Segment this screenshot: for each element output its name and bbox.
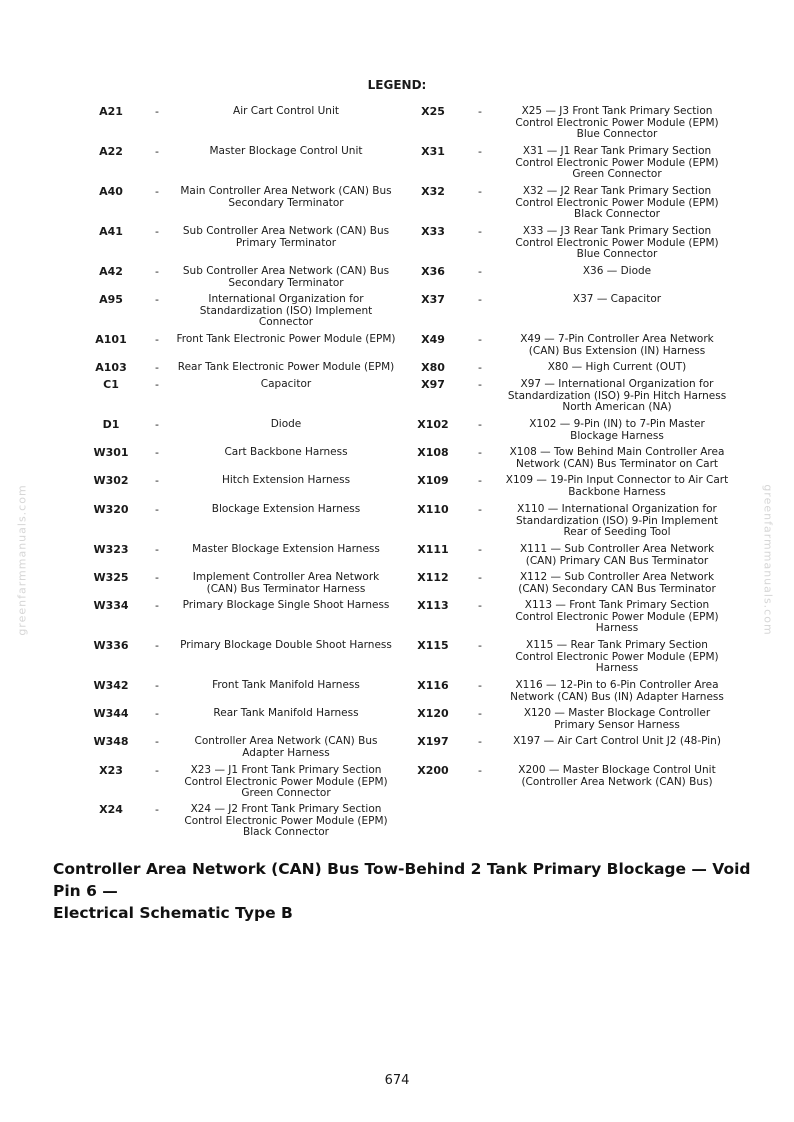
legend-row xyxy=(80,447,400,459)
legend-row xyxy=(80,186,400,209)
legend-code: X37 xyxy=(421,293,445,306)
legend-separator: - xyxy=(478,333,482,346)
legend-separator: - xyxy=(155,679,159,692)
legend-row xyxy=(405,334,735,357)
legend-description: X120 — Master Blockage Controller Primary Sensor Harness xyxy=(523,707,711,731)
legend-description: Blockage Extension Harness xyxy=(211,503,361,515)
legend-description: International Organization for Standardization (ISO) Implement Connector xyxy=(199,293,373,328)
legend-separator: - xyxy=(155,446,159,459)
legend-description: Controller Area Network (CAN) Bus Adapter Harness xyxy=(194,735,378,759)
legend-separator: - xyxy=(478,599,482,612)
legend-row xyxy=(405,504,735,539)
legend-description: X102 — 9-Pin (IN) to 7-Pin Master Blockage Harness xyxy=(529,418,705,442)
legend-separator: - xyxy=(478,571,482,584)
legend-separator: - xyxy=(478,474,482,487)
legend-code: X36 xyxy=(421,265,445,278)
legend-row xyxy=(405,640,735,675)
legend-code: C1 xyxy=(103,378,119,391)
watermark-left: greenfarmmanuals.com xyxy=(15,484,29,636)
legend-description: Master Blockage Control Unit xyxy=(209,145,363,157)
legend-description: X25 — J3 Front Tank Primary Section Control Electronic Power Module (EPM) Blue Connector xyxy=(515,105,719,140)
legend-separator: - xyxy=(155,639,159,652)
legend-code: X116 xyxy=(417,679,449,692)
legend-separator: - xyxy=(478,145,482,158)
legend-description: X23 — J1 Front Tank Primary Section Control Electronic Power Module (EPM) Green Connector xyxy=(184,764,388,799)
legend-row xyxy=(80,294,400,329)
legend-code: W301 xyxy=(93,446,129,459)
legend-code: X108 xyxy=(417,446,449,459)
legend-code: X31 xyxy=(421,145,445,158)
legend-code: W302 xyxy=(93,474,129,487)
legend-description: Primary Blockage Single Shoot Harness xyxy=(182,599,390,611)
legend-description: Rear Tank Electronic Power Module (EPM) xyxy=(177,361,395,373)
legend-row xyxy=(80,475,400,487)
legend-separator: - xyxy=(478,225,482,238)
legend-code: W323 xyxy=(93,543,129,556)
legend-separator: - xyxy=(478,185,482,198)
legend-row xyxy=(405,680,735,703)
legend-code: A41 xyxy=(99,225,123,238)
legend-separator: - xyxy=(155,503,159,516)
legend-row xyxy=(405,447,735,470)
legend-description: X110 — International Organization for Standardization (ISO) 9-Pin Implement Rear of Seeding Tool xyxy=(516,503,718,538)
legend-row xyxy=(80,600,400,612)
legend-code: X109 xyxy=(417,474,449,487)
legend-separator: - xyxy=(478,446,482,459)
legend-separator: - xyxy=(478,503,482,516)
legend-row xyxy=(405,186,735,221)
legend-row xyxy=(405,266,735,278)
legend-row xyxy=(405,475,735,498)
legend-description: Implement Controller Area Network (CAN) Bus Terminator Harness xyxy=(192,571,380,595)
section-title-text: Controller Area Network (CAN) Bus Tow-Behind 2 Tank Primary Blockage — Void Pin 6 — Electrical Schematic Type B xyxy=(53,860,751,922)
legend-separator: - xyxy=(478,418,482,431)
legend-row xyxy=(405,765,735,788)
legend-row xyxy=(80,266,400,289)
legend-code: W325 xyxy=(93,571,129,584)
legend-code: W334 xyxy=(93,599,129,612)
legend-separator: - xyxy=(155,293,159,306)
legend-row xyxy=(80,362,400,374)
legend-row xyxy=(80,736,400,759)
legend-row xyxy=(405,226,735,261)
legend-separator: - xyxy=(155,105,159,118)
legend-description: Rear Tank Manifold Harness xyxy=(213,707,359,719)
legend-separator: - xyxy=(478,361,482,374)
legend-description: X112 — Sub Controller Area Network (CAN) Secondary CAN Bus Terminator xyxy=(518,571,716,595)
legend-row xyxy=(405,572,735,595)
legend-separator: - xyxy=(155,418,159,431)
legend-row xyxy=(80,419,400,431)
legend-code: X120 xyxy=(417,707,449,720)
legend-row xyxy=(405,708,735,731)
legend-title: LEGEND: xyxy=(367,78,427,92)
legend-code: A101 xyxy=(95,333,127,346)
legend-code: X200 xyxy=(417,764,449,777)
legend-separator: - xyxy=(155,599,159,612)
legend-row xyxy=(80,226,400,249)
legend-description: X108 — Tow Behind Main Controller Area Network (CAN) Bus Terminator on Cart xyxy=(509,446,725,470)
legend-row xyxy=(80,804,400,839)
legend-code: X110 xyxy=(417,503,449,516)
legend-description: X97 — International Organization for Standardization (ISO) 9-Pin Hitch Harness North American (NA) xyxy=(507,378,727,413)
legend-row xyxy=(405,419,735,442)
legend-separator: - xyxy=(155,764,159,777)
legend-row xyxy=(405,294,735,306)
legend-description: Main Controller Area Network (CAN) Bus Secondary Terminator xyxy=(180,185,392,209)
legend-separator: - xyxy=(478,764,482,777)
legend-code: X102 xyxy=(417,418,449,431)
legend-row xyxy=(80,640,400,652)
legend-separator: - xyxy=(478,639,482,652)
legend-description: Front Tank Manifold Harness xyxy=(212,679,360,691)
legend-row xyxy=(80,146,400,158)
legend-row xyxy=(80,379,400,391)
legend-description: Sub Controller Area Network (CAN) Bus Primary Terminator xyxy=(182,225,390,249)
legend-description: X31 — J1 Rear Tank Primary Section Control Electronic Power Module (EPM) Green Connector xyxy=(515,145,719,180)
legend-separator: - xyxy=(155,265,159,278)
legend-description: X80 — High Current (OUT) xyxy=(547,361,687,373)
legend-code: X97 xyxy=(421,378,445,391)
legend-code: W344 xyxy=(93,707,129,720)
legend-row xyxy=(80,680,400,692)
legend-code: A95 xyxy=(99,293,123,306)
page-number: 674 xyxy=(384,1073,410,1088)
legend-code: X33 xyxy=(421,225,445,238)
legend-code: A42 xyxy=(99,265,123,278)
legend-code: X112 xyxy=(417,571,449,584)
legend-row xyxy=(80,106,400,118)
legend-description: X113 — Front Tank Primary Section Control Electronic Power Module (EPM) Harness xyxy=(515,599,719,634)
legend-row xyxy=(80,765,400,800)
legend-description: Diode xyxy=(270,418,302,430)
legend-code: W342 xyxy=(93,679,129,692)
legend-description: X33 — J3 Rear Tank Primary Section Control Electronic Power Module (EPM) Blue Connector xyxy=(515,225,719,260)
legend-description: X24 — J2 Front Tank Primary Section Control Electronic Power Module (EPM) Black Connector xyxy=(184,803,388,838)
legend-description: Primary Blockage Double Shoot Harness xyxy=(180,639,392,651)
legend-separator: - xyxy=(155,185,159,198)
legend-code: A22 xyxy=(99,145,123,158)
legend-code: X49 xyxy=(421,333,445,346)
legend-separator: - xyxy=(478,543,482,556)
legend-row xyxy=(80,708,400,720)
legend-description: X36 — Diode xyxy=(582,265,652,277)
legend-code: D1 xyxy=(102,418,120,431)
legend-description: X197 — Air Cart Control Unit J2 (48-Pin) xyxy=(513,735,721,747)
legend-row xyxy=(405,736,735,748)
legend-code: W320 xyxy=(93,503,129,516)
legend-description: Capacitor xyxy=(260,378,312,390)
legend-description: Air Cart Control Unit xyxy=(233,105,339,117)
legend-row xyxy=(80,572,400,595)
legend-row xyxy=(405,379,735,414)
legend-description: X115 — Rear Tank Primary Section Control Electronic Power Module (EPM) Harness xyxy=(515,639,719,674)
legend-description: X111 — Sub Controller Area Network (CAN) Primary CAN Bus Terminator xyxy=(519,543,715,567)
legend-code: X80 xyxy=(421,361,445,374)
legend-separator: - xyxy=(478,707,482,720)
legend-separator: - xyxy=(478,679,482,692)
legend-description: X37 — Capacitor xyxy=(572,293,662,305)
legend-code: A103 xyxy=(95,361,127,374)
legend-description: X200 — Master Blockage Control Unit (Controller Area Network (CAN) Bus) xyxy=(518,764,716,788)
legend-row xyxy=(80,504,400,516)
legend-separator: - xyxy=(155,225,159,238)
legend-separator: - xyxy=(155,378,159,391)
legend-description: Hitch Extension Harness xyxy=(221,474,351,486)
legend-separator: - xyxy=(155,333,159,346)
legend-separator: - xyxy=(155,543,159,556)
legend-code: X24 xyxy=(99,803,123,816)
legend-code: X111 xyxy=(417,543,449,556)
legend-description: Cart Backbone Harness xyxy=(224,446,348,458)
legend-code: X197 xyxy=(417,735,449,748)
legend-separator: - xyxy=(478,378,482,391)
legend-description: X49 — 7-Pin Controller Area Network (CAN) Bus Extension (IN) Harness xyxy=(520,333,714,357)
legend-separator: - xyxy=(155,571,159,584)
legend-row xyxy=(405,146,735,181)
legend-separator: - xyxy=(155,735,159,748)
legend-separator: - xyxy=(155,361,159,374)
legend-row xyxy=(80,544,400,556)
legend-separator: - xyxy=(478,265,482,278)
legend-separator: - xyxy=(478,293,482,306)
legend-description: Sub Controller Area Network (CAN) Bus Secondary Terminator xyxy=(182,265,390,289)
legend-code: A21 xyxy=(99,105,123,118)
legend-description: X116 — 12-Pin to 6-Pin Controller Area Network (CAN) Bus (IN) Adapter Harness xyxy=(510,679,724,703)
legend-separator: - xyxy=(155,803,159,816)
legend-code: A40 xyxy=(99,185,123,198)
legend-code: W336 xyxy=(93,639,129,652)
legend-description: X32 — J2 Rear Tank Primary Section Control Electronic Power Module (EPM) Black Connector xyxy=(515,185,719,220)
legend-separator: - xyxy=(155,707,159,720)
section-title xyxy=(53,858,753,924)
legend-row xyxy=(405,600,735,635)
legend-separator: - xyxy=(155,474,159,487)
watermark-right: greenfarmmanuals.com xyxy=(761,484,775,636)
legend-separator: - xyxy=(478,105,482,118)
legend-description: X109 — 19-Pin Input Connector to Air Cart Backbone Harness xyxy=(505,474,729,498)
legend-code: X25 xyxy=(421,105,445,118)
legend-code: X115 xyxy=(417,639,449,652)
legend-separator: - xyxy=(478,735,482,748)
legend-description: Front Tank Electronic Power Module (EPM) xyxy=(176,333,396,345)
legend-row xyxy=(80,334,400,346)
legend-code: X113 xyxy=(417,599,449,612)
legend-row xyxy=(405,362,735,374)
legend-description: Master Blockage Extension Harness xyxy=(192,543,380,555)
legend-code: X23 xyxy=(99,764,123,777)
legend-row xyxy=(405,544,735,567)
legend-row xyxy=(405,106,735,141)
legend-separator: - xyxy=(155,145,159,158)
legend-code: X32 xyxy=(421,185,445,198)
legend-code: W348 xyxy=(93,735,129,748)
